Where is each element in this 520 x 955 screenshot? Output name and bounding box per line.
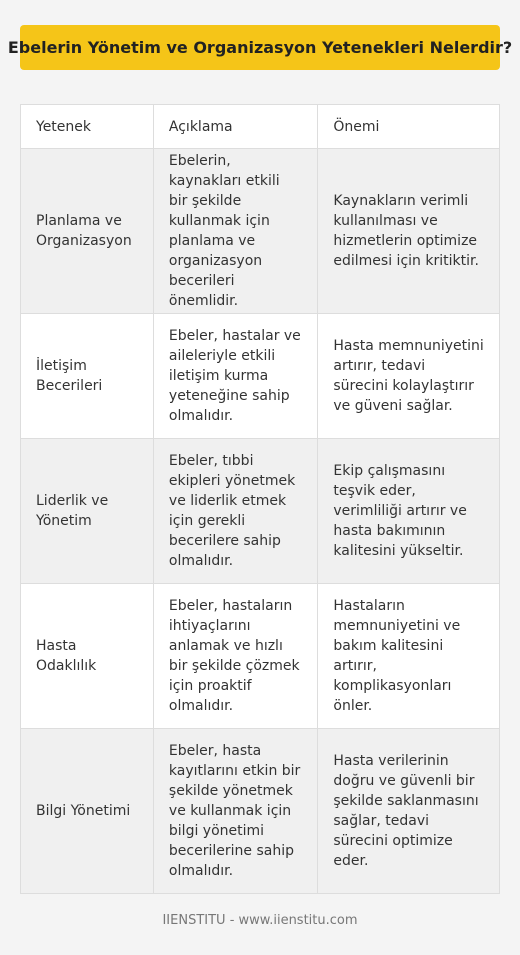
cell-description: Ebeler, hastalar ve aileleriyle etkili iletişim kurma yeteneğine sahip olmalıdır.: [153, 314, 317, 439]
table-row: [21, 584, 500, 729]
header-description: Açıklama: [153, 105, 317, 149]
cell-description: Ebeler, tıbbi ekipleri yönetmek ve liderlik etmek için gerekli becerilere sahip olmalıdır.: [153, 439, 317, 584]
table-row: [21, 314, 500, 439]
cell-importance: Hasta verilerinin doğru ve güvenli bir şekilde saklanmasını sağlar, tedavi sürecini optimize eder.: [318, 729, 500, 894]
cell-description: Ebeler, hastaların ihtiyaçlarını anlamak ve hızlı bir şekilde çözmek için proaktif olmalıdır.: [153, 584, 317, 729]
cell-skill: Liderlik ve Yönetim: [21, 439, 154, 584]
cell-skill: İletişim Becerileri: [21, 314, 154, 439]
table-row: [21, 729, 500, 894]
header-importance: Önemi: [318, 105, 500, 149]
table-row: [21, 149, 500, 314]
cell-importance: Hastaların memnuniyetini ve bakım kalitesini artırır, komplikasyonları önler.: [318, 584, 500, 729]
cell-description: Ebeler, hasta kayıtlarını etkin bir şekilde yönetmek ve kullanmak için bilgi yönetimi becerilerine sahip olmalıdır.: [153, 729, 317, 894]
header-skill: Yetenek: [21, 105, 154, 149]
skills-table: [20, 104, 500, 894]
cell-importance: Hasta memnuniyetini artırır, tedavi sürecini kolaylaştırır ve güveni sağlar.: [318, 314, 500, 439]
cell-importance: Ekip çalışmasını teşvik eder, verimliliği artırır ve hasta bakımının kalitesini yükseltir.: [318, 439, 500, 584]
footer-credit: IIENSTITU - www.iienstitu.com: [162, 913, 358, 928]
cell-importance: Kaynakların verimli kullanılması ve hizmetlerin optimize edilmesi için kritiktir.: [318, 149, 500, 314]
cell-skill: Bilgi Yönetimi: [21, 729, 154, 894]
cell-skill: Hasta Odaklılık: [21, 584, 154, 729]
table-header-row: [21, 105, 500, 149]
cell-skill: Planlama ve Organizasyon: [21, 149, 154, 314]
table-row: [21, 439, 500, 584]
page-title: Ebelerin Yönetim ve Organizasyon Yetenekleri Nelerdir?: [7, 38, 513, 57]
cell-description: Ebelerin, kaynakları etkili bir şekilde kullanmak için planlama ve organizasyon becerileri önemlidir.: [153, 149, 317, 314]
title-banner: [7, 25, 513, 70]
